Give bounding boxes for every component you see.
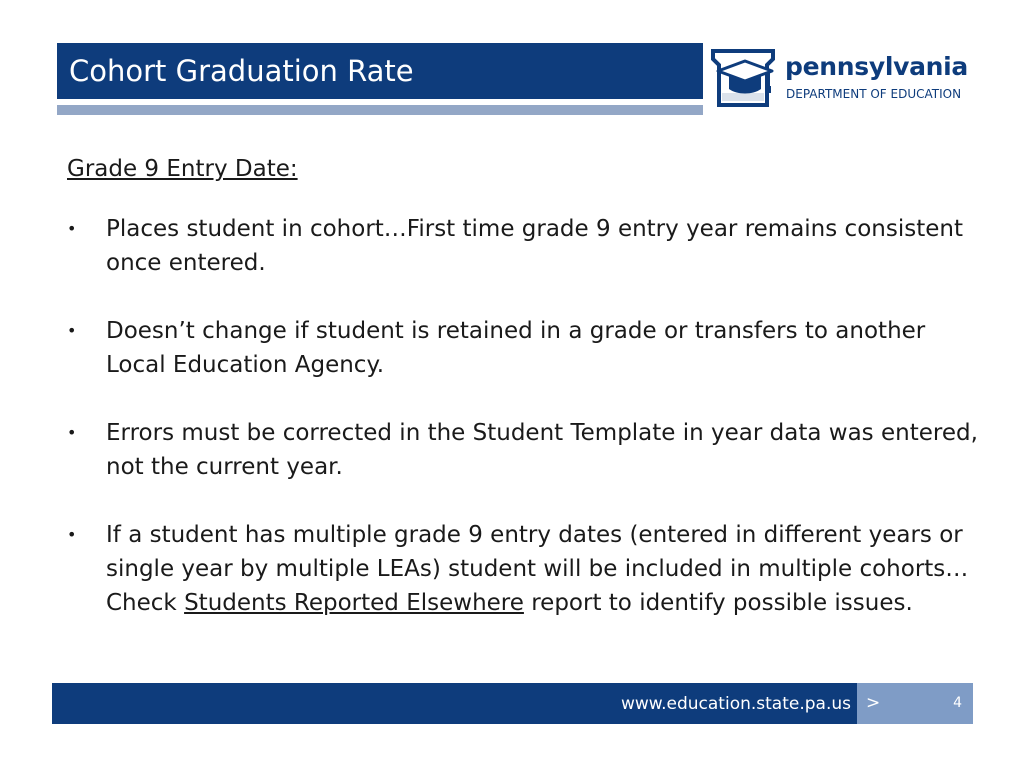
title-underline bbox=[57, 105, 703, 115]
title-bar bbox=[57, 43, 703, 99]
bullet-icon: • bbox=[67, 423, 77, 442]
bullet-icon: • bbox=[67, 525, 77, 544]
footer-bar bbox=[52, 683, 973, 724]
bullet-item bbox=[67, 518, 987, 620]
pa-department-of-education-logo bbox=[710, 47, 975, 113]
logo-name: pennsylvania bbox=[785, 52, 968, 81]
keystone-graduation-cap-icon bbox=[710, 47, 776, 111]
footer-website-link[interactable]: www.education.state.pa.us bbox=[620, 694, 851, 714]
footer-page-box bbox=[857, 683, 973, 724]
bullet-text: Errors must be corrected in the Student Template in year data was entered, not the current year. bbox=[106, 420, 978, 480]
bullet-icon: • bbox=[67, 219, 77, 238]
students-reported-elsewhere-link[interactable]: Students Reported Elsewhere bbox=[184, 590, 524, 616]
bullet-text: Places student in cohort…First time grade 9 entry year remains consistent once entered. bbox=[106, 216, 963, 276]
logo-department: DEPARTMENT OF EDUCATION bbox=[786, 87, 962, 101]
bullet-item bbox=[67, 314, 987, 382]
bullet-text-before-link: If a student has multiple grade 9 entry dates (entered in different years or single year by multiple LEAs) student will be included in multiple cohorts…Check bbox=[106, 522, 969, 616]
bullet-text: Doesn’t change if student is retained in a grade or transfers to another Local Education Agency. bbox=[106, 318, 926, 378]
page-title: Cohort Graduation Rate bbox=[69, 54, 414, 88]
bullet-item bbox=[67, 212, 987, 280]
bullet-item bbox=[67, 416, 987, 484]
bullet-icon: • bbox=[67, 321, 77, 340]
next-arrow-icon[interactable]: > bbox=[866, 693, 881, 713]
bullet-list bbox=[67, 212, 987, 620]
section-heading: Grade 9 Entry Date: bbox=[67, 156, 298, 182]
slide-content bbox=[67, 152, 987, 654]
bullet-text bbox=[106, 522, 968, 616]
page-number: 4 bbox=[953, 695, 962, 711]
bullet-text-after-link: report to identify possible issues. bbox=[523, 590, 913, 616]
